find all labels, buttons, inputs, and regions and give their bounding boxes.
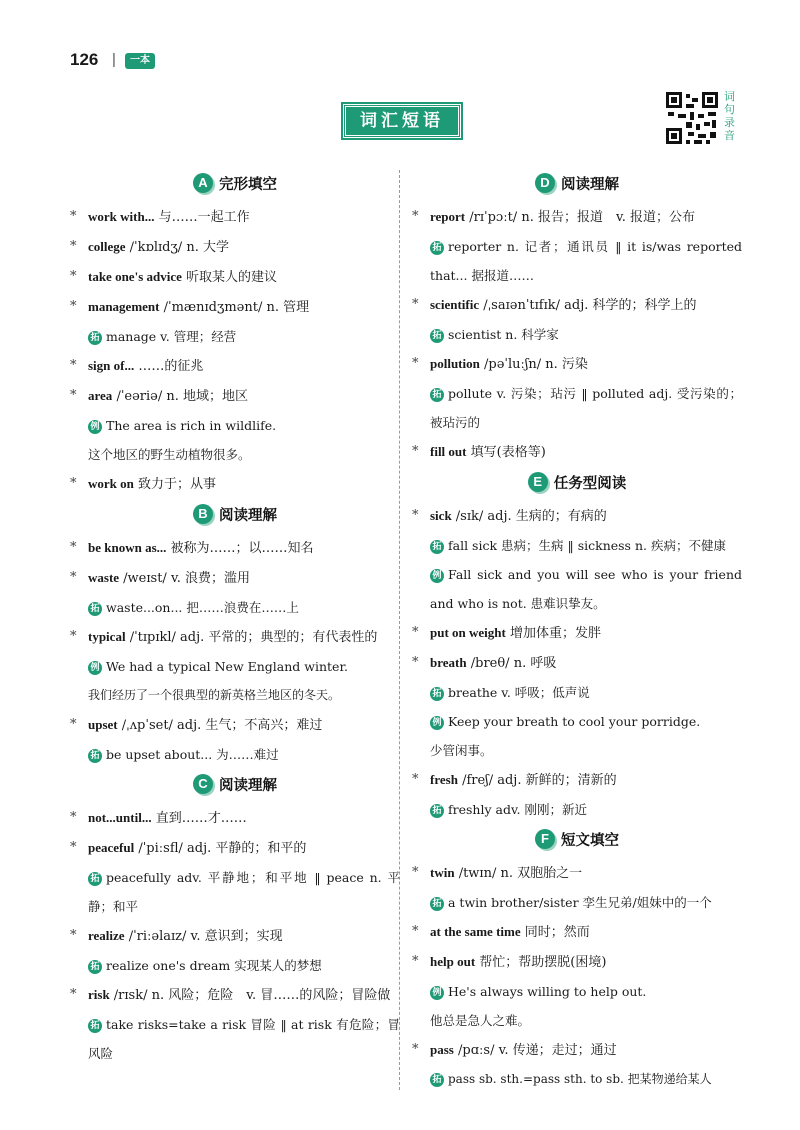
extension-note: 拓 fall sick 患病；生病 ‖ sickness n. 疾病；不健康 [412,531,742,560]
vocab-entry: * work on 致力于；从事 [70,469,400,499]
example-icon: 例 [88,420,102,434]
section-letter-badge: E [528,472,548,492]
vocab-entry: * be known as... 被称为……；以……知名 [70,533,400,563]
extension-note: 拓 scientist n. 科学家 [412,320,742,349]
extension-note: 拓 peacefully adv. 平静地；和平地 ‖ peace n. 平静；和平 [88,870,400,914]
extend-icon: 拓 [88,331,102,345]
example-icon: 例 [430,986,444,1000]
left-column [70,168,400,1068]
section-b-header [70,501,400,527]
section-e-header [412,469,742,495]
extend-icon: 拓 [430,540,444,554]
extension-note: 拓 be upset about... 为……难过 [70,740,400,769]
extend-icon: 拓 [430,804,444,818]
example-icon: 例 [430,716,444,730]
extension-note: 拓 freshly adv. 刚刚；新近 [412,795,742,824]
extension-note: 拓 pollute v. 污染；玷污 ‖ polluted adj. 受污染的；被玷污的 [430,386,742,430]
extension-note: 拓 reporter n. 记者；通讯员 ‖ it is/was reported that... 据报道…… [430,239,742,283]
section-title: 短文填空 [561,832,619,849]
extension-note: 拓 realize one's dream 实现某人的梦想 [70,951,400,980]
vocab-entry: * at the same time 同时；然而 [412,917,742,947]
section-c-header [70,771,400,797]
vocab-entry: * fresh /freʃ/ adj. 新鲜的；清新的 [412,765,742,795]
page-number: 126 [70,50,99,69]
vocab-entry: * not...until... 直到……才…… [70,803,400,833]
vocab-entry: * upset /ˌʌpˈset/ adj. 生气；不高兴；难过 [70,710,400,740]
extend-icon: 拓 [430,329,444,343]
section-letter-badge: F [535,829,555,849]
vocab-entry: * sick /sɪk/ adj. 生病的；有病的 [412,501,742,531]
example-icon: 例 [88,661,102,675]
vocab-entry: * breath /breθ/ n. 呼吸 [412,648,742,678]
page-title-banner: 词汇短语 [343,104,461,138]
extend-icon: 拓 [88,602,102,616]
brand-logo: 一本 [125,53,155,69]
vocab-entry: * twin /twɪn/ n. 双胞胎之一 [412,858,742,888]
vocab-entry: * fill out 填写(表格等) [412,437,742,467]
vocab-entry: * scientific /ˌsaɪənˈtɪfɪk/ adj. 科学的；科学上的 [412,290,742,320]
vocab-entry: * report /rɪˈpɔːt/ n. 报告；报道 v. 报道；公布 [412,202,742,232]
qr-code-icon[interactable] [664,90,720,146]
extend-icon: 拓 [88,749,102,763]
vocab-entry: * peaceful /ˈpiːsfl/ adj. 平静的；和平的 [70,833,400,863]
section-a-header [70,170,400,196]
example-sentence: 例 Fall sick and you will see who is your friend and who is not. 患难识挚友。 [430,567,742,611]
section-letter-badge: D [535,173,555,193]
section-f-header [412,826,742,852]
vocab-entry: * area /ˈeəriə/ n. 地域；地区 [70,381,400,411]
vocab-entry: * take one's advice 听取某人的建议 [70,262,400,292]
extend-icon: 拓 [430,388,444,402]
vocab-entry: * pollution /pəˈluːʃn/ n. 污染 [412,349,742,379]
extend-icon: 拓 [430,687,444,701]
section-letter-badge: B [193,504,213,524]
right-column [412,168,742,1094]
vocab-entry: * risk /rɪsk/ n. 风险；危险 v. 冒……的风险；冒险做 [70,980,400,1010]
extension-note: 拓 waste...on... 把……浪费在……上 [70,593,400,622]
example-icon: 例 [430,569,444,583]
section-title: 任务型阅读 [553,475,627,492]
example-sentence: 例 We had a typical New England winter. [70,652,400,681]
example-sentence: 例 The area is rich in wildlife. [70,411,400,440]
vocab-entry: * help out 帮忙；帮助摆脱(困境) [412,947,742,977]
example-translation: 这个地区的野生动植物很多。 [88,447,251,462]
example-translation: 少管闲事。 [430,743,493,758]
example-translation: 他总是急人之难。 [430,1013,531,1028]
section-title: 阅读理解 [219,777,277,794]
vocab-entry: * pass /pɑːs/ v. 传递；走过；通过 [412,1035,742,1065]
extension-note: 拓 manage v. 管理；经营 [70,322,400,351]
extension-note: 拓 a twin brother/sister 孪生兄弟/姐妹中的一个 [412,888,742,917]
section-title: 完形填空 [219,176,277,193]
qr-label: 词句录音 [724,90,735,142]
extend-icon: 拓 [88,1019,102,1033]
section-d-header [412,170,742,196]
vocab-entry: * sign of... ……的征兆 [70,351,400,381]
vocab-entry: * waste /weɪst/ v. 浪费；滥用 [70,563,400,593]
extend-icon: 拓 [430,241,444,255]
extend-icon: 拓 [88,960,102,974]
vocab-entry: * put on weight 增加体重；发胖 [412,618,742,648]
section-letter-badge: C [193,774,213,794]
extension-note: 拓 pass sb. sth.=pass sth. to sb. 把某物递给某人 [412,1065,742,1094]
extend-icon: 拓 [88,872,102,886]
extension-note: 拓 take risks=take a risk 冒险 ‖ at risk 有危险；冒风险 [88,1017,400,1061]
vocab-entry: * management /ˈmænɪdʒmənt/ n. 管理 [70,292,400,322]
example-sentence: 例 He's always willing to help out. [412,977,742,1006]
extension-note: 拓 breathe v. 呼吸；低声说 [412,678,742,707]
extend-icon: 拓 [430,1073,444,1087]
section-letter-badge: A [193,173,213,193]
page-separator: | [112,51,116,68]
vocab-entry: * realize /ˈriːəlaɪz/ v. 意识到；实现 [70,921,400,951]
example-translation: 我们经历了一个很典型的新英格兰地区的冬天。 [88,688,341,702]
example-sentence: 例 Keep your breath to cool your porridge. [412,707,742,736]
section-title: 阅读理解 [219,507,277,524]
extend-icon: 拓 [430,897,444,911]
vocab-entry: * college /ˈkɒlɪdʒ/ n. 大学 [70,232,400,262]
section-title: 阅读理解 [561,176,619,193]
vocab-entry: * work with... 与……一起工作 [70,202,400,232]
vocab-entry: * typical /ˈtɪpɪkl/ adj. 平常的；典型的；有代表性的 [70,622,400,652]
